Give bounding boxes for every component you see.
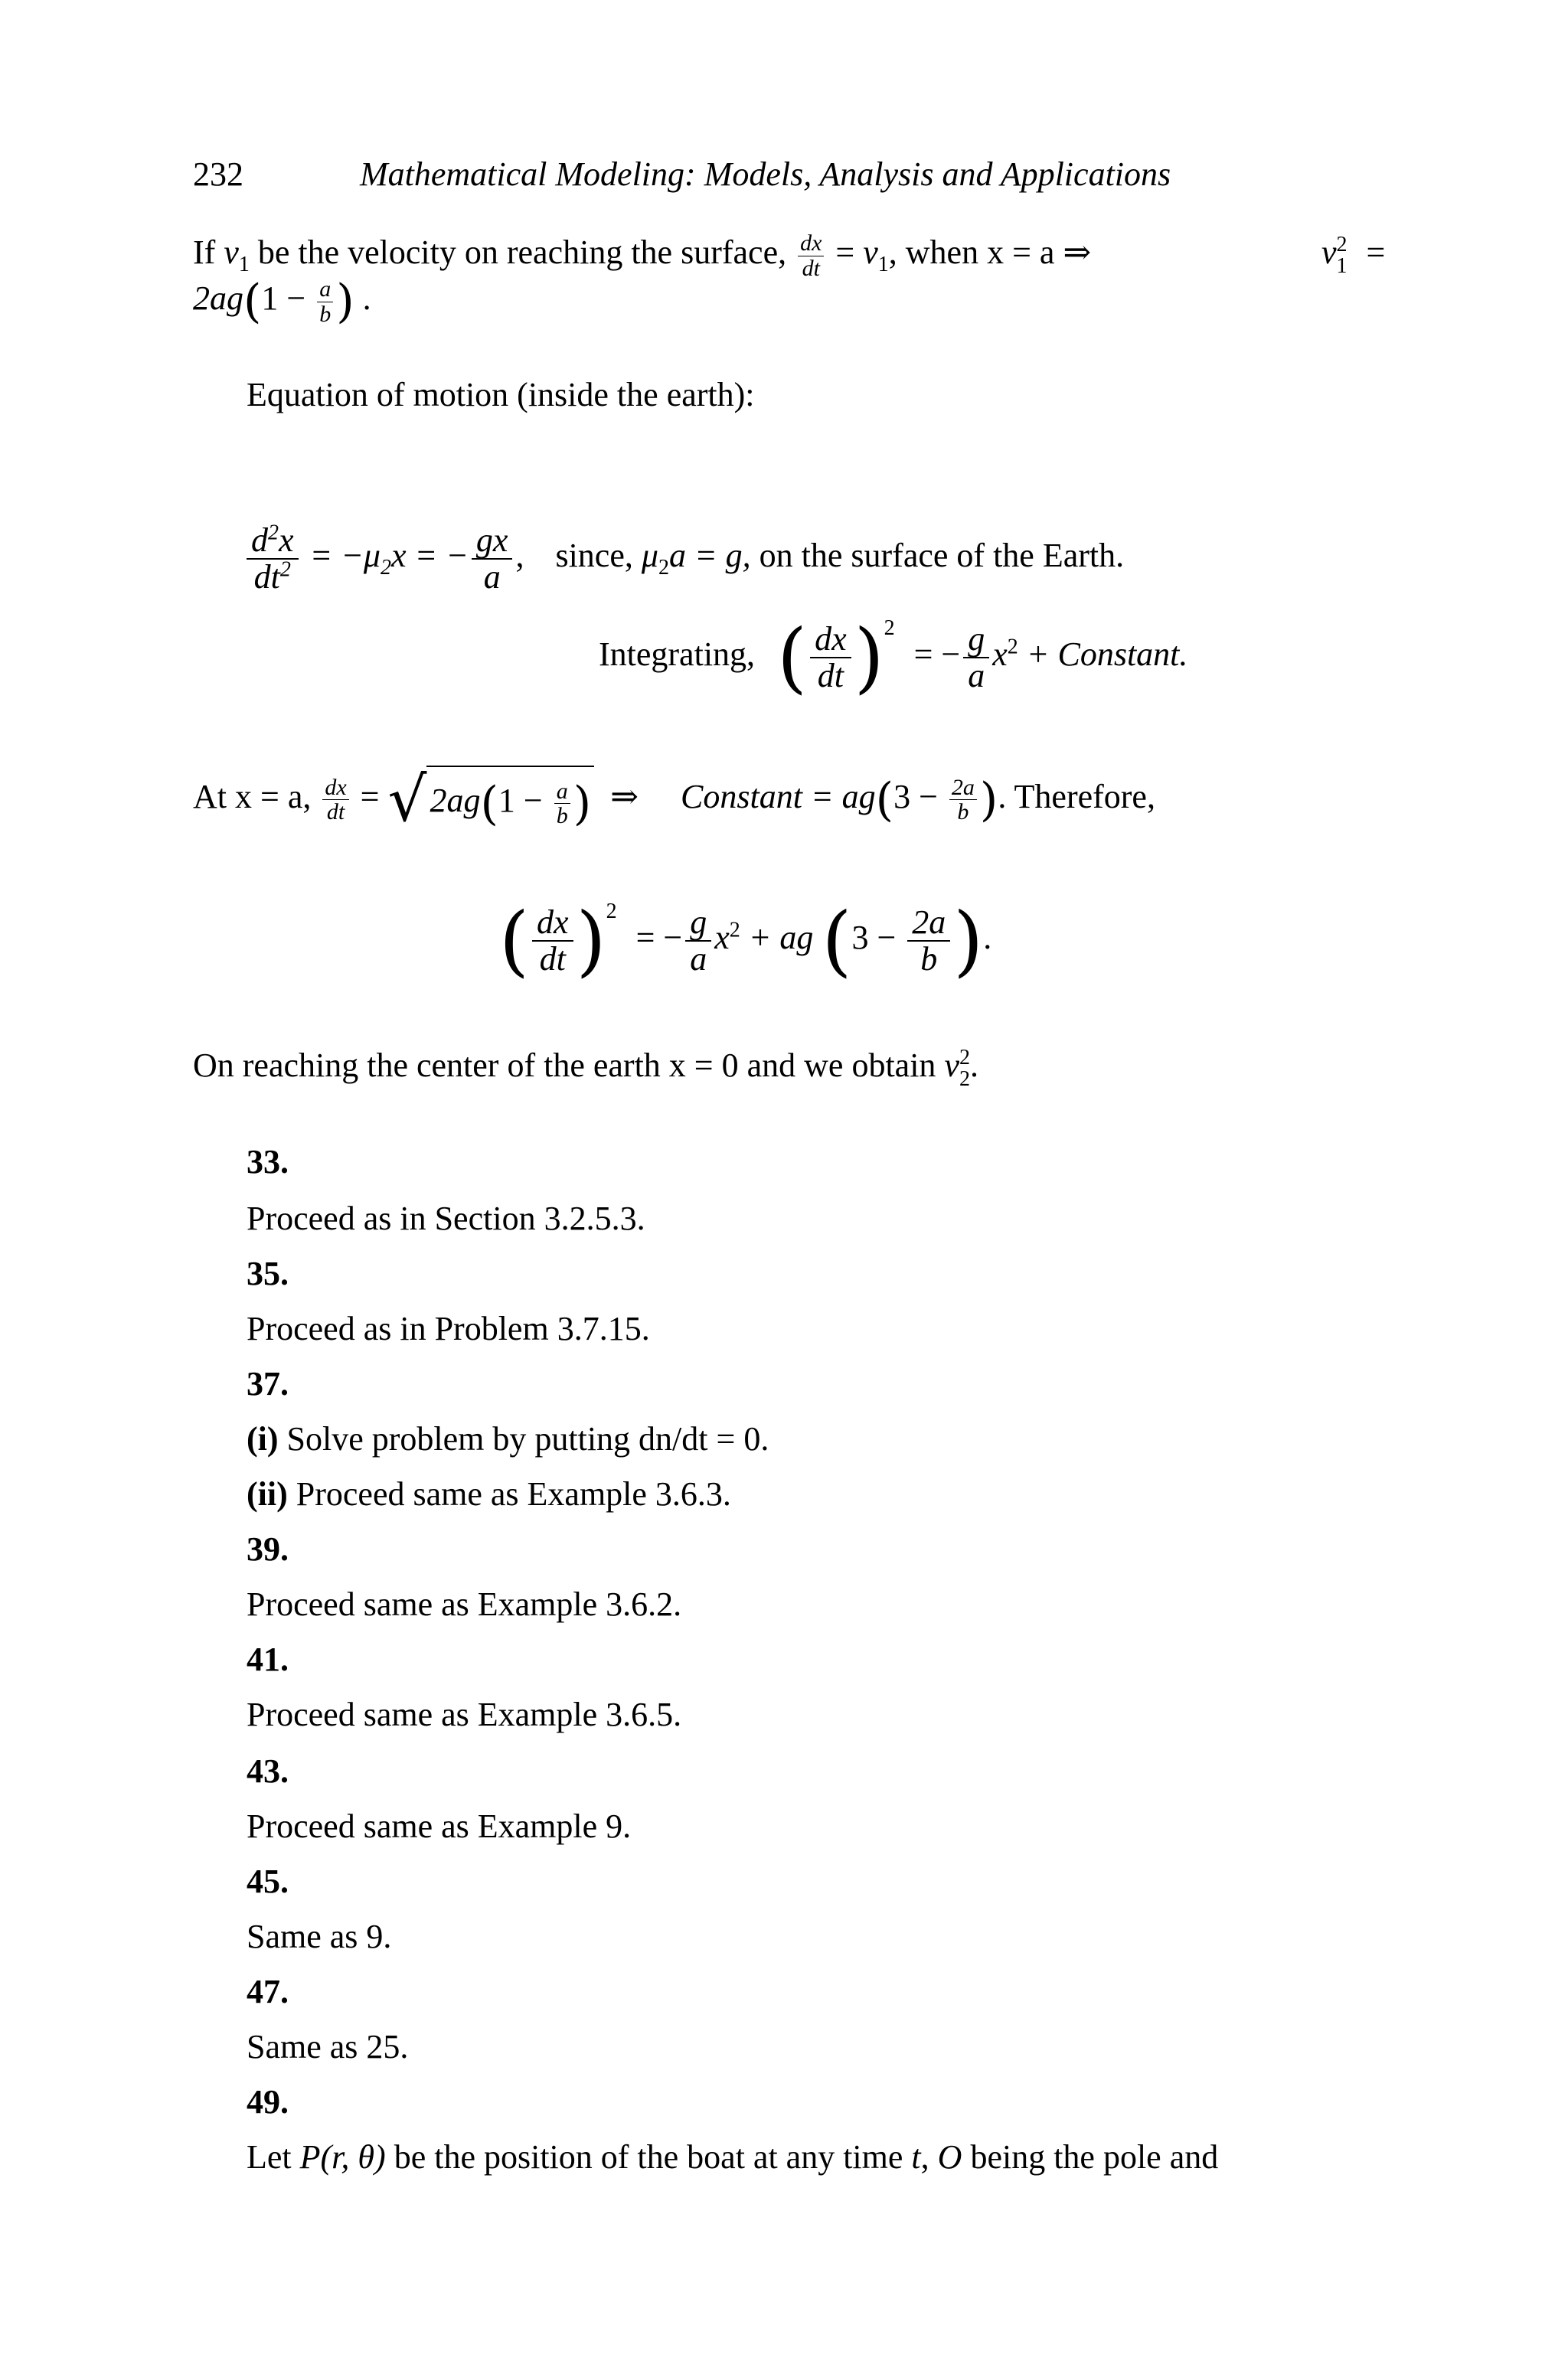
answer-number: 33. (247, 1143, 289, 1180)
fraction-dx-dt: $\frac{dx}{dt}$ (798, 231, 824, 280)
answer-number: 45. (247, 1863, 289, 1900)
fraction-g-a-eq3: $\frac{g}{a}$ (685, 905, 711, 977)
running-title: Mathematical Modeling: Models, Analysis and Applications (360, 155, 1171, 193)
equation-velocity-squared: ( $\frac{dx}{dt}$ )$^2$ = − $\frac{g}{a}$ $x^2$ + ag (3 − $\frac{2a}{b}$ ). (499, 895, 992, 985)
square-root: √2ag(1 − $\frac{a}{b}$ ) (388, 766, 595, 834)
fraction-2a-b: $\frac{2a}{b}$ (907, 905, 950, 977)
fraction-g-a: $\frac{g}{a}$ (963, 622, 989, 694)
answer-text: Proceed same as Example 3.6.5. (247, 1696, 682, 1733)
equation-motion: $\frac{d^2x}{dt^2}$ = $-\mu_2x$ = − $\frac{gx}{a}$ , since, $\mu_2a = g$, on the surface of the Earth. (243, 518, 1124, 595)
paragraph-velocity-line2: 2ag(1 − $\frac{a}{b}$ ) . (193, 275, 371, 328)
fraction-dx-dt-eq3: $\frac{dx}{dt}$ (532, 905, 573, 977)
answer-text: Proceed same as Example 3.6.2. (247, 1585, 682, 1623)
answer-number: 47. (247, 1973, 289, 2010)
fraction-d2x-dt2: $\frac{d^2x}{dt^2}$ (247, 523, 299, 595)
answer-text: Same as 9. (247, 1918, 392, 1955)
fraction-dx-dt-inline: $\frac{dx}{dt}$ (322, 776, 348, 825)
answer-number: 43. (247, 1752, 289, 1790)
answer-number: 39. (247, 1530, 289, 1568)
paragraph-constant: At x = a, $\frac{dx}{dt}$ = √2ag(1 − $\frac{a}{b}$ ) ⇒ Constant = ag(3 − $\frac{2a}{b}$ ). Therefore, (193, 763, 1155, 835)
fraction-gx-a: $\frac{gx}{a}$ (472, 523, 513, 595)
answer-text: Proceed same as Example 9. (247, 1807, 632, 1845)
answer-text-part-i: (i) Solve problem by putting dn/dt = 0. (247, 1420, 769, 1458)
answer-text-part-ii: (ii) Proceed same as Example 3.6.3. (247, 1475, 731, 1513)
equation-heading: Equation of motion (inside the earth): (247, 376, 755, 413)
answer-text: Let P(r, θ) be the position of the boat at any time t, O being the pole and (247, 2138, 1219, 2176)
answer-text: Same as 25. (247, 2028, 409, 2065)
fraction-a-b: $\frac{a}{b}$ (317, 277, 333, 326)
answer-text: Proceed as in Section 3.2.5.3. (247, 1200, 645, 1237)
answer-number: 49. (247, 2083, 289, 2121)
paragraph-velocity: If $v_1$ be the velocity on reaching the surface, $\frac{dx}{dt}$ = $v_1$, when x = a ⇒ (193, 230, 1092, 281)
answer-text: Proceed as in Problem 3.7.15. (247, 1310, 650, 1347)
v1-squared: v 2 1 = (1321, 232, 1386, 278)
answer-number: 41. (247, 1641, 289, 1678)
fraction-dx-dt-large: $\frac{dx}{dt}$ (810, 622, 851, 694)
answer-number: 35. (247, 1255, 289, 1292)
paragraph-center: On reaching the center of the earth x = 0 and we obtain v 2 2 . (193, 1045, 978, 1091)
page-number: 232 (193, 155, 243, 193)
answer-number: 37. (247, 1365, 289, 1403)
fraction-2a-b-inline: $\frac{2a}{b}$ (949, 776, 977, 825)
equation-integrating: Integrating, ( $\frac{dx}{dt}$ )$^2$ = − $\frac{g}{a}$ $x^2$ + Constant. (599, 612, 1188, 702)
